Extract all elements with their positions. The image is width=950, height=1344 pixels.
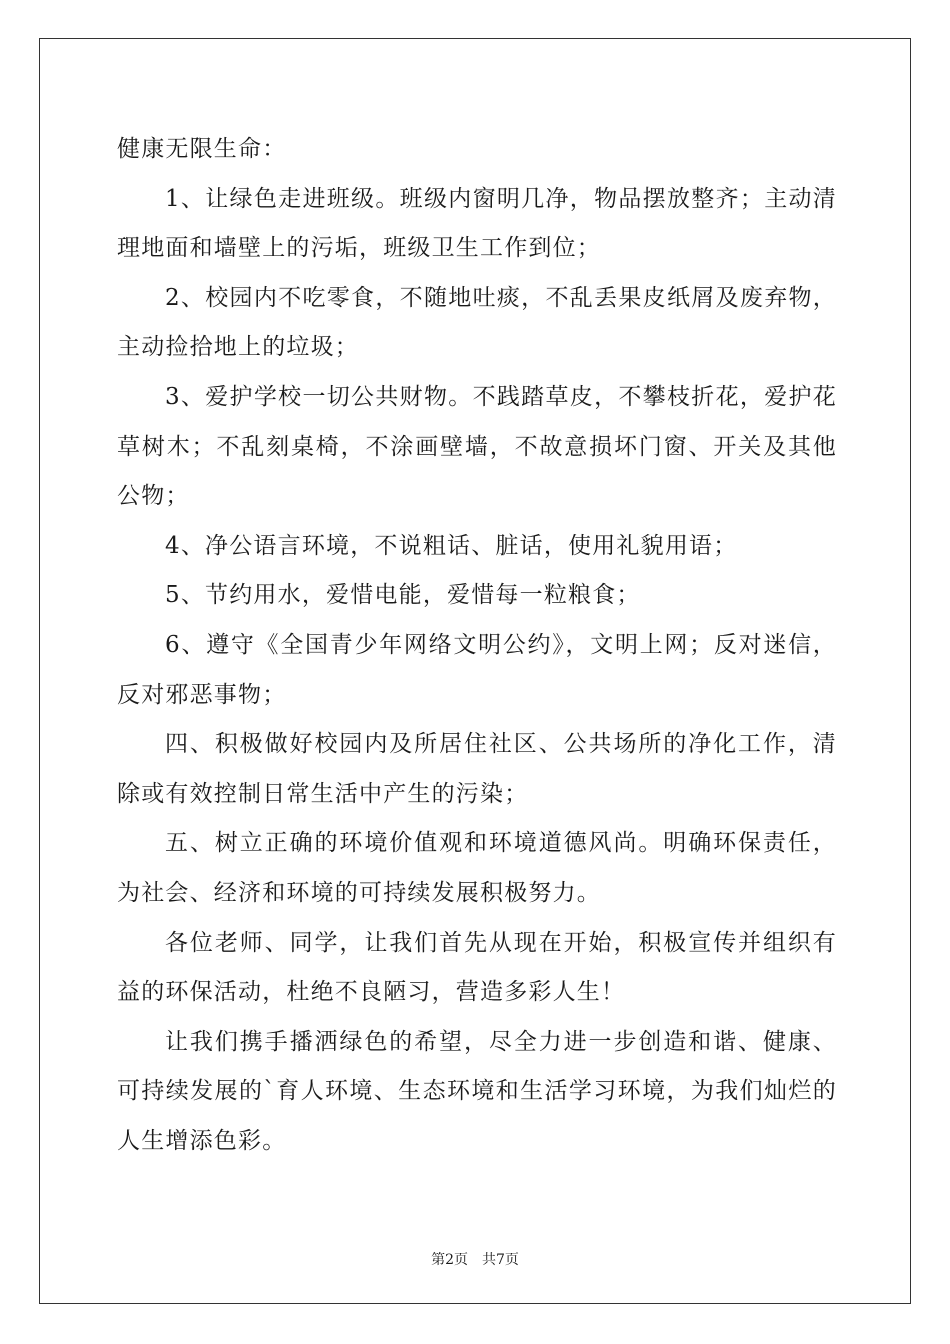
document-body xyxy=(117,125,837,1166)
page-number: 第2页 xyxy=(431,1252,468,1268)
paragraph-item-2: 2、校园内不吃零食，不随地吐痰，不乱丢果皮纸屑及废弃物，主动捡拾地上的垃圾； xyxy=(117,284,837,361)
paragraph-appeal: 各位老师、同学，让我们首先从现在开始，积极宣传并组织有益的环保活动，杜绝不良陋习，营造多彩人生！ xyxy=(117,929,837,1006)
paragraph-item-5: 5、节约用水，爱惜电能，爱惜每一粒粮食； xyxy=(165,582,641,609)
paragraph-section-5: 五、树立正确的环境价值观和环境道德风尚。明确环保责任，为社会、经济和环境的可持续发展积极努力。 xyxy=(117,830,837,906)
paragraph-item-6: 6、遵守《全国青少年网络文明公约》，文明上网；反对迷信，反对邪恶事物； xyxy=(117,631,837,708)
paragraph-item-3: 3、爱护学校一切公共财物。不践踏草皮，不攀枝折花，爱护花草树木；不乱刻桌椅，不涂画壁墙，不故意损坏门窗、开关及其他公物； xyxy=(117,383,837,510)
paragraph-item-1: 1、让绿色走进班级。班级内窗明几净，物品摆放整齐；主动清理地面和墙壁上的污垢，班级卫生工作到位； xyxy=(117,185,837,262)
page-total: 共7页 xyxy=(482,1252,519,1268)
page-footer xyxy=(0,1249,950,1269)
paragraph-item-4: 4、净公语言环境，不说粗话、脏话，使用礼貌用语； xyxy=(165,532,738,559)
paragraph-closing: 让我们携手播洒绿色的希望，尽全力进一步创造和谐、健康、可持续发展的`育人环境、生态环境和生活学习环境，为我们灿烂的人生增添色彩。 xyxy=(117,1028,837,1154)
paragraph-intro: 健康无限生命： xyxy=(117,136,287,162)
paragraph-section-4: 四、积极做好校园内及所居住社区、公共场所的净化工作，清除或有效控制日常生活中产生的污染； xyxy=(117,731,837,807)
